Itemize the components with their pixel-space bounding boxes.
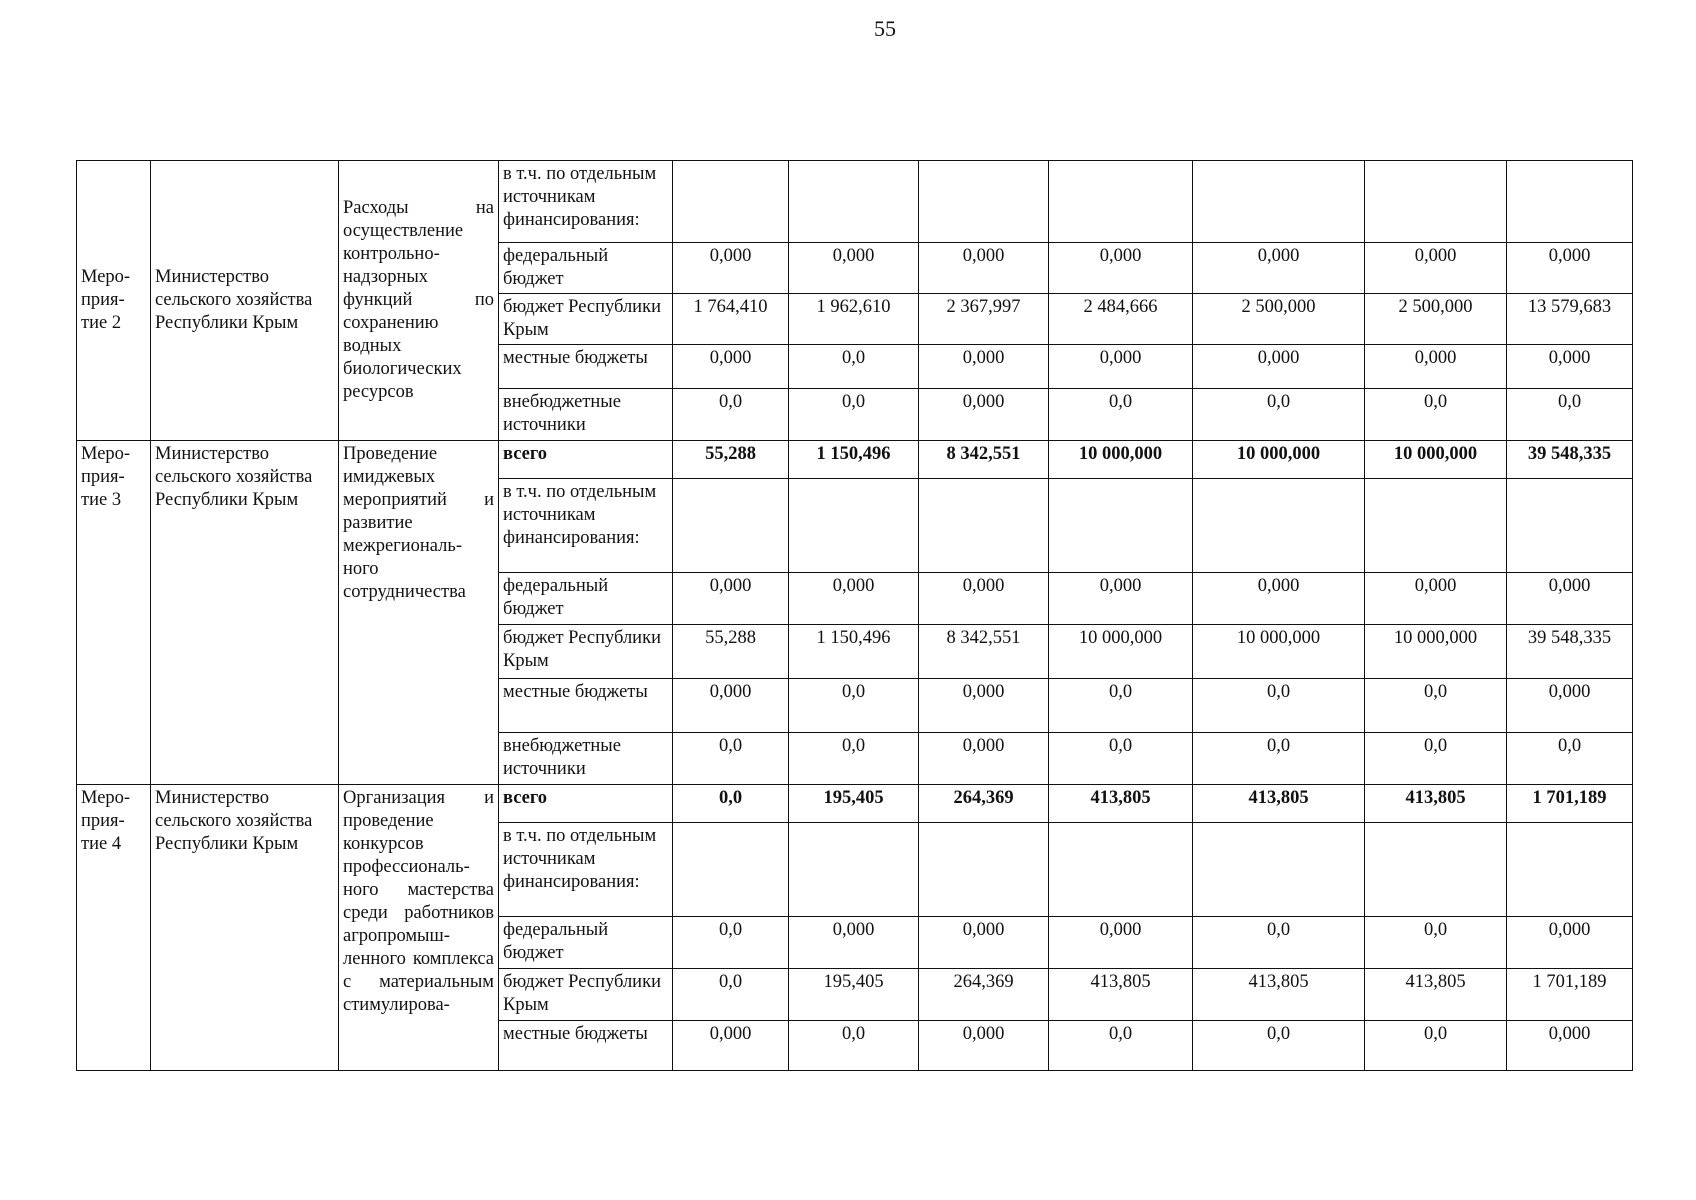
amount-cell xyxy=(1049,479,1193,573)
funding-source: бюджет Республики Крым xyxy=(499,969,673,1021)
amount-cell: 0,000 xyxy=(1049,345,1193,389)
amount-cell: 1 764,410 xyxy=(673,294,789,345)
amount-cell: 0,0 xyxy=(1049,389,1193,441)
amount-cell: 10 000,000 xyxy=(1193,625,1365,679)
amount-cell: 10 000,000 xyxy=(1193,441,1365,479)
amount-cell: 0,0 xyxy=(1365,917,1507,969)
amount-cell: 0,0 xyxy=(1365,679,1507,733)
amount-cell xyxy=(789,823,919,917)
amount-cell xyxy=(1365,161,1507,243)
measure-label: Меро-прия-тие 4 xyxy=(77,785,151,1071)
amount-cell: 0,0 xyxy=(789,345,919,389)
amount-cell: 0,0 xyxy=(789,733,919,785)
amount-cell xyxy=(1507,823,1633,917)
amount-cell: 413,805 xyxy=(1049,969,1193,1021)
amount-cell: 1 150,496 xyxy=(789,441,919,479)
funding-source: в т.ч. по отдельным источникам финансирования: xyxy=(499,479,673,573)
amount-cell: 0,000 xyxy=(1049,243,1193,294)
amount-cell: 0,000 xyxy=(919,1021,1049,1071)
amount-cell: 0,0 xyxy=(673,389,789,441)
amount-cell xyxy=(673,161,789,243)
amount-cell: 0,000 xyxy=(919,243,1049,294)
amount-cell xyxy=(919,479,1049,573)
amount-cell xyxy=(1507,479,1633,573)
amount-cell: 0,000 xyxy=(1193,573,1365,625)
funding-source: федеральный бюджет xyxy=(499,917,673,969)
amount-cell: 0,0 xyxy=(1507,389,1633,441)
amount-cell: 55,288 xyxy=(673,441,789,479)
amount-cell: 8 342,551 xyxy=(919,625,1049,679)
ministry-name: Министерство сельского хозяйства Республики Крым xyxy=(151,161,339,441)
amount-cell: 195,405 xyxy=(789,969,919,1021)
amount-cell: 0,0 xyxy=(673,785,789,823)
funding-source: местные бюджеты xyxy=(499,679,673,733)
amount-cell: 13 579,683 xyxy=(1507,294,1633,345)
amount-cell: 10 000,000 xyxy=(1049,441,1193,479)
amount-cell xyxy=(673,823,789,917)
amount-cell: 0,000 xyxy=(1507,243,1633,294)
amount-cell xyxy=(789,479,919,573)
ministry-name: Министерство сельского хозяйства Республики Крым xyxy=(151,441,339,785)
amount-cell xyxy=(1049,161,1193,243)
table-row xyxy=(77,441,1633,479)
amount-cell: 0,000 xyxy=(1507,679,1633,733)
measure-description: Проведение имиджевых мероприятий и развитие межрегиональ-ного сотрудничества xyxy=(339,441,499,785)
amount-cell: 0,000 xyxy=(673,573,789,625)
amount-cell: 264,369 xyxy=(919,969,1049,1021)
amount-cell: 2 484,666 xyxy=(1049,294,1193,345)
amount-cell: 413,805 xyxy=(1365,969,1507,1021)
funding-source: федеральный бюджет xyxy=(499,243,673,294)
amount-cell: 2 500,000 xyxy=(1193,294,1365,345)
amount-cell: 413,805 xyxy=(1193,969,1365,1021)
amount-cell: 0,0 xyxy=(1049,733,1193,785)
amount-cell: 0,000 xyxy=(1193,243,1365,294)
amount-cell: 0,000 xyxy=(919,573,1049,625)
amount-cell xyxy=(919,823,1049,917)
amount-cell: 39 548,335 xyxy=(1507,625,1633,679)
amount-cell: 2 500,000 xyxy=(1365,294,1507,345)
table-row xyxy=(77,785,1633,823)
amount-cell: 0,000 xyxy=(1049,573,1193,625)
amount-cell: 55,288 xyxy=(673,625,789,679)
amount-cell: 10 000,000 xyxy=(1365,625,1507,679)
amount-cell: 0,0 xyxy=(1193,917,1365,969)
amount-cell: 413,805 xyxy=(1193,785,1365,823)
funding-source: бюджет Республики Крым xyxy=(499,625,673,679)
amount-cell: 0,0 xyxy=(1193,1021,1365,1071)
amount-cell: 39 548,335 xyxy=(1507,441,1633,479)
measure-description: Расходы на осуществление контрольно-надзорных функций по сохранению водных биологических ресурсов xyxy=(339,161,499,441)
amount-cell: 0,000 xyxy=(1507,345,1633,389)
amount-cell: 10 000,000 xyxy=(1365,441,1507,479)
amount-cell: 0,000 xyxy=(1507,917,1633,969)
amount-cell xyxy=(1365,823,1507,917)
amount-cell: 8 342,551 xyxy=(919,441,1049,479)
amount-cell xyxy=(919,161,1049,243)
amount-cell: 0,0 xyxy=(789,1021,919,1071)
amount-cell xyxy=(1193,823,1365,917)
funding-source: бюджет Республики Крым xyxy=(499,294,673,345)
amount-cell: 0,000 xyxy=(1365,573,1507,625)
amount-cell: 0,000 xyxy=(919,389,1049,441)
amount-cell xyxy=(1049,823,1193,917)
amount-cell: 0,0 xyxy=(1365,389,1507,441)
measure-label: Меро-прия-тие 2 xyxy=(77,161,151,441)
amount-cell: 0,0 xyxy=(1049,1021,1193,1071)
amount-cell: 0,000 xyxy=(919,917,1049,969)
funding-source: местные бюджеты xyxy=(499,1021,673,1071)
amount-cell: 0,000 xyxy=(1365,345,1507,389)
amount-cell: 0,000 xyxy=(789,917,919,969)
amount-cell: 0,0 xyxy=(1049,679,1193,733)
funding-source: всего xyxy=(499,785,673,823)
amount-cell: 0,0 xyxy=(1193,679,1365,733)
amount-cell: 0,0 xyxy=(789,679,919,733)
amount-cell: 195,405 xyxy=(789,785,919,823)
amount-cell: 0,000 xyxy=(789,243,919,294)
amount-cell: 0,000 xyxy=(919,679,1049,733)
amount-cell xyxy=(789,161,919,243)
funding-source: в т.ч. по отдельным источникам финансирования: xyxy=(499,823,673,917)
amount-cell: 0,0 xyxy=(1193,389,1365,441)
amount-cell: 0,000 xyxy=(673,243,789,294)
amount-cell: 0,000 xyxy=(1365,243,1507,294)
amount-cell xyxy=(1507,161,1633,243)
amount-cell: 0,000 xyxy=(1507,1021,1633,1071)
amount-cell: 0,0 xyxy=(673,733,789,785)
amount-cell: 0,000 xyxy=(673,345,789,389)
amount-cell: 0,000 xyxy=(1049,917,1193,969)
amount-cell: 1 150,496 xyxy=(789,625,919,679)
amount-cell: 0,0 xyxy=(673,917,789,969)
page-number: 55 xyxy=(874,16,896,41)
budget-table xyxy=(76,160,1633,1071)
funding-source: внебюджетные источники xyxy=(499,389,673,441)
amount-cell: 0,000 xyxy=(1193,345,1365,389)
amount-cell: 264,369 xyxy=(919,785,1049,823)
amount-cell: 0,0 xyxy=(1365,1021,1507,1071)
amount-cell: 0,0 xyxy=(673,969,789,1021)
measure-description: Организация и проведение конкурсов профессиональ-ного мастерства среди работников агропромыш-ленного комплекса с материальным стимулирова- xyxy=(339,785,499,1071)
amount-cell: 0,000 xyxy=(789,573,919,625)
amount-cell: 1 701,189 xyxy=(1507,969,1633,1021)
amount-cell: 0,0 xyxy=(789,389,919,441)
amount-cell xyxy=(1193,161,1365,243)
amount-cell xyxy=(673,479,789,573)
amount-cell: 1 962,610 xyxy=(789,294,919,345)
funding-source: в т.ч. по отдельным источникам финансирования: xyxy=(499,161,673,243)
funding-source: местные бюджеты xyxy=(499,345,673,389)
amount-cell: 1 701,189 xyxy=(1507,785,1633,823)
amount-cell: 0,0 xyxy=(1507,733,1633,785)
amount-cell: 0,0 xyxy=(1193,733,1365,785)
amount-cell: 413,805 xyxy=(1049,785,1193,823)
amount-cell: 0,000 xyxy=(673,679,789,733)
amount-cell: 0,000 xyxy=(673,1021,789,1071)
amount-cell: 0,0 xyxy=(1365,733,1507,785)
amount-cell xyxy=(1193,479,1365,573)
amount-cell xyxy=(1365,479,1507,573)
amount-cell: 0,000 xyxy=(919,345,1049,389)
table-row xyxy=(77,161,1633,243)
ministry-name: Министерство сельского хозяйства Республики Крым xyxy=(151,785,339,1071)
measure-label: Меро-прия-тие 3 xyxy=(77,441,151,785)
amount-cell: 0,000 xyxy=(919,733,1049,785)
amount-cell: 0,000 xyxy=(1507,573,1633,625)
funding-source: федеральный бюджет xyxy=(499,573,673,625)
amount-cell: 413,805 xyxy=(1365,785,1507,823)
funding-source: всего xyxy=(499,441,673,479)
funding-source: внебюджетные источники xyxy=(499,733,673,785)
amount-cell: 2 367,997 xyxy=(919,294,1049,345)
amount-cell: 10 000,000 xyxy=(1049,625,1193,679)
